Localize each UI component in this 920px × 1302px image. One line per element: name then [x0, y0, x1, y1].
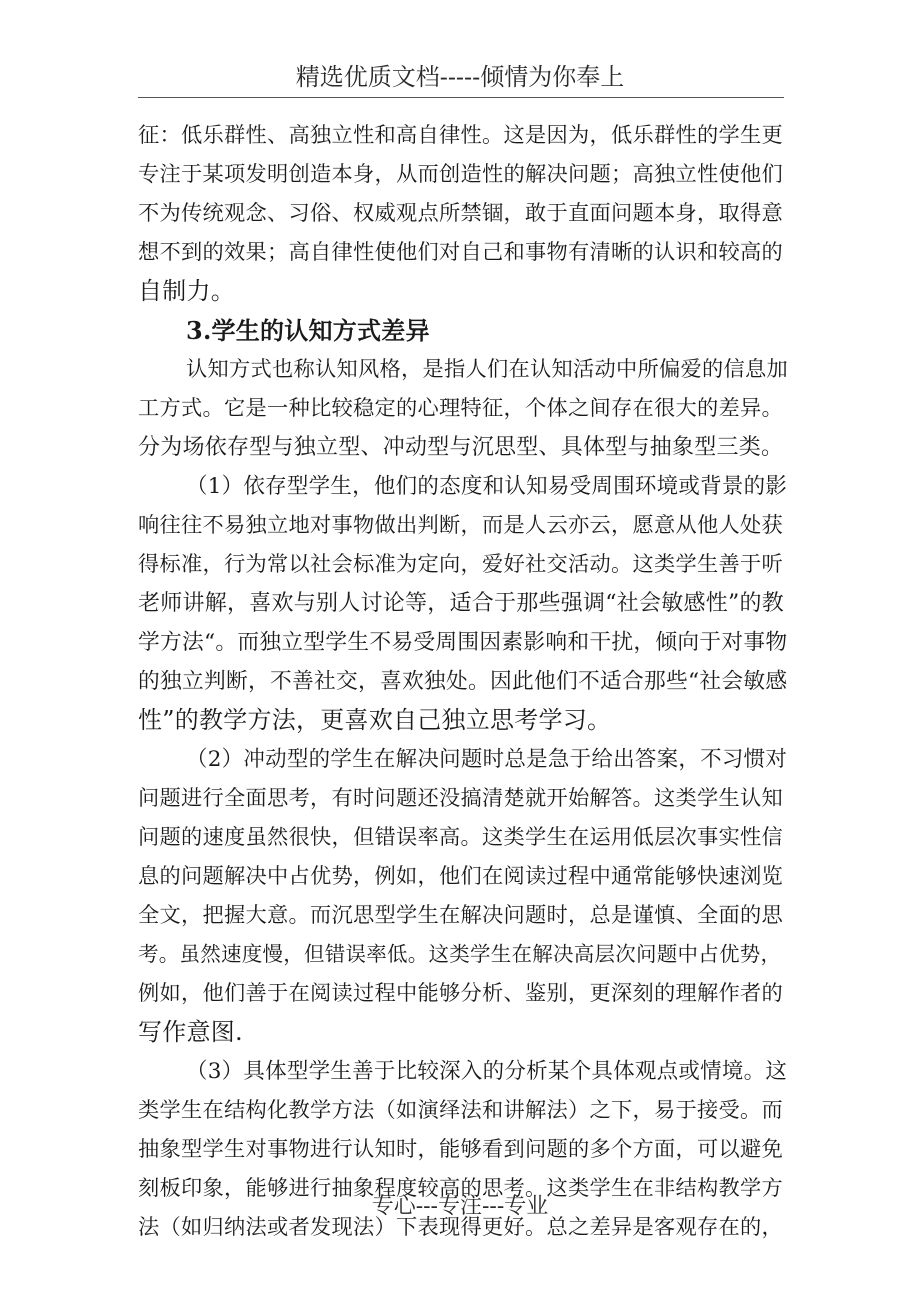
- text-line: 性”的教学方法，更喜欢自己独立思考学习。: [138, 706, 612, 734]
- text-line: 响往往不易独立地对事物做出判断，而是人云亦云，愿意从他人处获: [138, 513, 784, 538]
- text-line: 全文，把握大意。而沉思型学生在解决问题时，总是谨慎、全面的思: [138, 903, 784, 928]
- text-line: 分为场依存型与独立型、冲动型与沉思型、具体型与抽象型三类。: [138, 435, 784, 460]
- section-heading: 3.学生的认知方式差异: [186, 316, 430, 345]
- paragraph-first-line: （1）依存型学生，他们的态度和认知易受周围环境或背景的影: [186, 474, 788, 499]
- text-line: 问题的速度虽然很快，但错误率高。这类学生在运用低层次事实性信: [138, 825, 784, 850]
- text-line: 刻板印象，能够进行抽象程度较高的思考。这类学生在非结构教学方: [138, 1176, 784, 1201]
- text-line: 自制力。: [138, 277, 235, 305]
- text-line: 工方式。它是一种比较稳定的心理特征，个体之间存在很大的差异。: [138, 396, 784, 421]
- text-line: 考。虽然速度慢，但错误率低。这类学生在解决高层次问题中占优势，: [138, 942, 782, 966]
- page-header: 精选优质文档-----倾情为你奉上: [295, 63, 625, 91]
- text-line: 问题进行全面思考，有时问题还没搞清楚就开始解答。这类学生认知: [138, 786, 784, 811]
- text-line: 得标准，行为常以社会标准为定向，爱好社交活动。这类学生善于听: [138, 552, 784, 577]
- text-line: 法（如归纳法或者发现法）下表现得更好。总之差异是客观存在的，: [138, 1215, 784, 1240]
- text-line: 例如，他们善于在阅读过程中能够分析、鉴别，更深刻的理解作者的: [138, 981, 784, 1006]
- paragraph-first-line: （2）冲动型的学生在解决问题时总是急于给出答案，不习惯对: [186, 747, 788, 772]
- page-footer: 专心---专注---专业: [371, 1194, 549, 1219]
- paragraph-first-line: 认知方式也称认知风格，是指人们在认知活动中所偏爱的信息加: [186, 357, 789, 382]
- text-line: 写作意图.: [138, 1018, 243, 1046]
- text-line: 征：低乐群性、高独立性和高自律性。这是因为，低乐群性的学生更: [138, 123, 784, 148]
- text-line: 不为传统观念、习俗、权威观点所禁锢，敢于直面问题本身，取得意: [138, 201, 784, 226]
- text-line: 类学生在结构化教学方法（如演绎法和讲解法）之下，易于接受。而: [138, 1098, 784, 1123]
- header-divider: [138, 97, 784, 98]
- text-line: 息的问题解决中占优势，例如，他们在阅读过程中通常能够快速浏览: [138, 864, 784, 889]
- text-line: 学方法“。而独立型学生不易受周围因素影响和干扰，倾向于对事物: [138, 630, 788, 655]
- text-line: 专注于某项发明创造本身，从而创造性的解决问题；高独立性使他们: [138, 162, 784, 187]
- document-body: [138, 116, 788, 1247]
- text-line: 想不到的效果；高自律性使他们对自己和事物有清晰的认识和较高的: [138, 240, 784, 265]
- text-line: 老师讲解，喜欢与别人讨论等，适合于那些强调“社会敏感性”的教: [138, 591, 784, 616]
- text-line: 的独立判断，不善社交，喜欢独处。因此他们不适合那些“社会敏感: [138, 669, 788, 694]
- text-line: 抽象型学生对事物进行认知时，能够看到问题的多个方面，可以避免: [138, 1137, 784, 1162]
- paragraph-first-line: （3）具体型学生善于比较深入的分析某个具体观点或情境。这: [186, 1059, 788, 1084]
